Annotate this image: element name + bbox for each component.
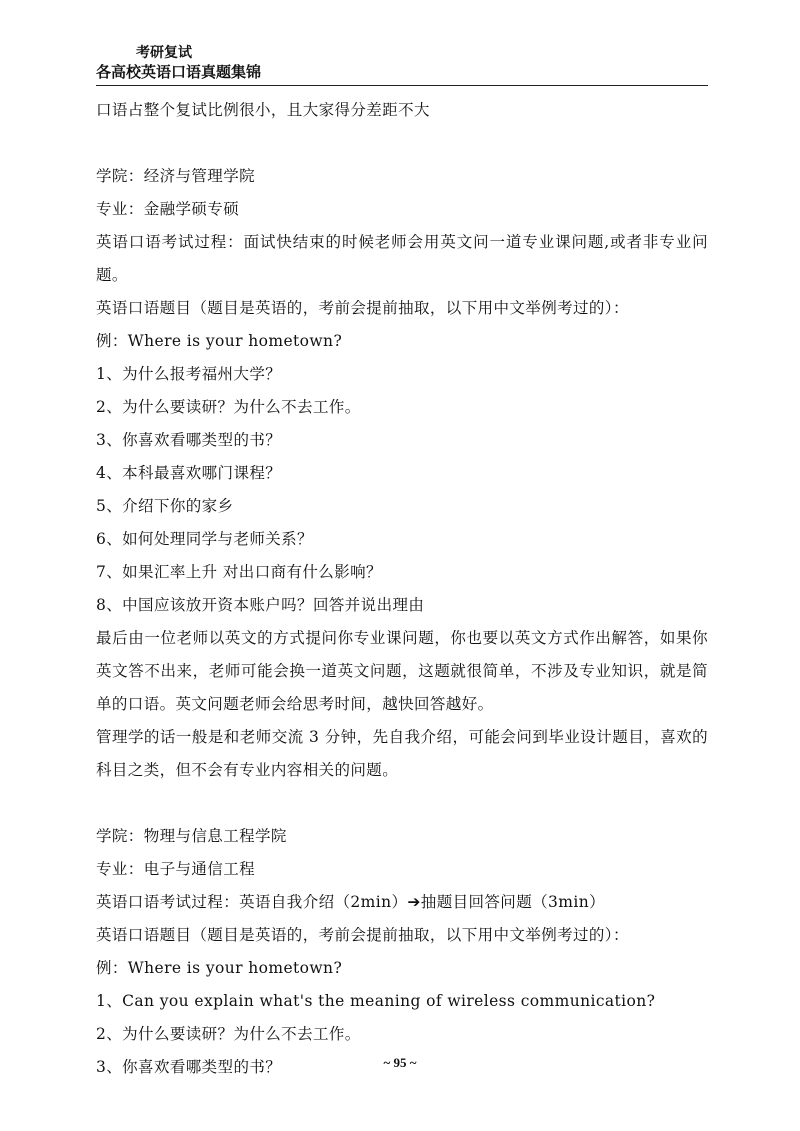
section2-example: 例：Where is your hometown? xyxy=(96,959,343,977)
section-economics-management xyxy=(96,160,708,787)
section-physics-information xyxy=(96,820,708,1084)
page-header xyxy=(96,44,706,82)
section1-process: 英语口语考试过程：面试快结束的时候老师会用英文问一道专业课问题,或者非专业问题。 xyxy=(96,233,708,284)
page-number: ~ 95 ~ xyxy=(383,1055,417,1070)
section1-note-professional: 最后由一位老师以英文的方式提问你专业课问题，你也要以英文方式作出解答，如果你英文答不出来，老师可能会换一道英文问题，这题就很简单，不涉及专业知识，就是简单的口语。英文问题老师会给思考时间，越快回答越好。 xyxy=(96,629,708,713)
header-divider xyxy=(96,85,708,86)
page-body xyxy=(96,94,708,1084)
intro-text: 口语占整个复试比例很小，且大家得分差距不大 xyxy=(96,101,430,119)
section2-college: 学院：物理与信息工程学院 xyxy=(96,827,287,845)
section2-question: 3、你喜欢看哪类型的书？ xyxy=(96,1058,282,1076)
section1-college: 学院：经济与管理学院 xyxy=(96,167,256,185)
section-spacer xyxy=(96,787,708,820)
section1-question: 4、本科最喜欢哪门课程？ xyxy=(96,464,282,482)
section1-note-management: 管理学的话一般是和老师交流 3 分钟，先自我介绍，可能会问到毕业设计题目，喜欢的科目之类，但不会有专业内容相关的问题。 xyxy=(96,728,708,779)
header-subtitle: 考研复试 xyxy=(136,45,192,61)
section1-question: 2、为什么要读研？为什么不去工作。 xyxy=(96,398,361,416)
section1-question: 7、如果汇率上升 对出口商有什么影响？ xyxy=(96,563,382,581)
section1-question: 5、介绍下你的家乡 xyxy=(96,497,234,515)
section2-major: 专业：电子与通信工程 xyxy=(96,860,256,878)
section-spacer xyxy=(96,127,708,160)
section1-topics-intro: 英语口语题目（题目是英语的，考前会提前抽取，以下用中文举例考过的）： xyxy=(96,299,629,317)
section1-question: 3、你喜欢看哪类型的书？ xyxy=(96,431,282,449)
header-title: 各高校英语口语真题集锦 xyxy=(96,63,262,81)
section2-topics-intro: 英语口语题目（题目是英语的，考前会提前抽取，以下用中文举例考过的）： xyxy=(96,926,629,944)
section1-question: 6、如何处理同学与老师关系？ xyxy=(96,530,313,548)
section1-question: 8、中国应该放开资本账户吗？回答并说出理由 xyxy=(96,596,425,614)
section1-question: 1、为什么报考福州大学？ xyxy=(96,365,282,383)
section2-question: 1、Can you explain what's the meaning of wireless communication? xyxy=(96,992,656,1010)
section1-example: 例：Where is your hometown? xyxy=(96,332,343,350)
section2-question: 2、为什么要读研？为什么不去工作。 xyxy=(96,1025,361,1043)
section1-major: 专业：金融学硕专硕 xyxy=(96,200,240,218)
section2-process: 英语口语考试过程：英语自我介绍（2min）➔抽题目回答问题（3min） xyxy=(96,893,605,911)
